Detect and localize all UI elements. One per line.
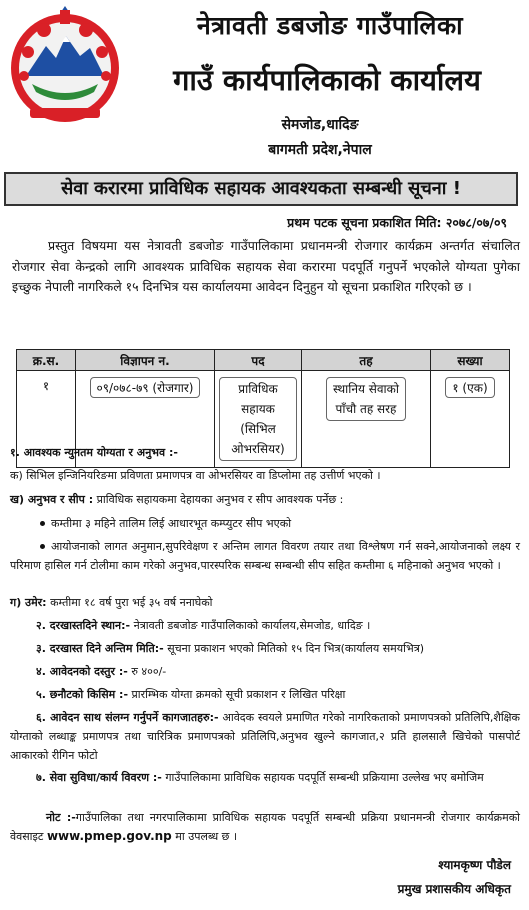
qualification-item [10, 468, 520, 483]
post-line1: प्राविधिक सहायक [238, 382, 278, 416]
item-text: गाउँपालिकामा प्राविधिक सहायक पदपूर्ति सम्बन्धी प्रक्रियामा उल्लेख भए बमोजिम [165, 771, 484, 784]
signatory-title: प्रमुख प्रशासकीय अधिकृत [397, 882, 511, 896]
note [10, 808, 520, 846]
list-item [10, 664, 520, 679]
header-sn: क्र.स. [17, 350, 76, 371]
bullet-item [10, 516, 520, 531]
adv-number: ०९/०७८-७९ (रोजगार) [90, 377, 201, 398]
table-header-row [17, 350, 510, 371]
header-count: सख्या [431, 350, 510, 371]
header-level: तह [302, 350, 431, 371]
item-label: ७. सेवा सुविधा/कार्य विवरण :- [36, 771, 162, 784]
bullet-text: आयोजनाको लागत अनुमान,सुपरिवेक्षण र अन्तिम लागत विवरण तयार तथा विश्लेषण गर्न सक्ने,आयोजनाको लक्ष्य र परिमाण हासिल गर्न टोलीमा काम गरेको अनुभव,पारस्परिक सम्बन्ध सम्बन्धी सीप सहित कम्तीमा ६ महिनाको अनुभव भएको । [10, 540, 520, 572]
post-count: १ (एक) [445, 377, 494, 398]
note-tail: मा उपलब्ध छ । [175, 830, 238, 843]
level-line1: स्थानिय सेवाको [333, 382, 399, 396]
bullet-item [10, 537, 520, 575]
item-label: २. दरखास्तदिने स्थान:- [36, 619, 131, 632]
post-line2: (सिभिल ओभरसियर) [231, 422, 285, 456]
list-item [10, 641, 520, 656]
item-label: ४. आवेदनको दस्तुर :- [36, 665, 128, 678]
item-text: कम्तीमा १८ वर्ष पुरा भई ३५ वर्ष ननाघेको [50, 596, 213, 609]
office-location: सेमजोड,धादिङ [281, 117, 359, 133]
item-text: प्रारम्भिक योग्ता क्रमको सूची प्रकाशन र लिखित परिक्षा [131, 688, 346, 701]
item-text: नेत्रावती डबजोङ गाउँपालिकाको कार्यालय,सेमजोड, धादिङ । [133, 619, 371, 632]
list-item [10, 708, 520, 765]
bullet-text: कम्तीमा ३ महिने तालिम लिई आधारभूत कम्प्युटर सीप भएको [51, 517, 292, 530]
item-label: ६. आवेदन साथ संलग्न गर्नुपर्ने कागजातहरु:- [36, 711, 219, 724]
cell-sn: १ [17, 371, 76, 468]
organization-name: नेत्रावती डबजोङ गाउँपालिका [196, 11, 464, 40]
item-text: सिभिल इन्जिनियरिङमा प्रविणता प्रमाणपत्र वा ओभरसियर वा डिप्लोमा तह उत्तीर्ण भएको । [26, 469, 381, 482]
office-province: बागमती प्रदेश,नेपाल [268, 142, 372, 158]
item-text: आवेदक स्वयले प्रमाणित गरेको नागरिकताको प्रमाणपत्रको प्रतिलिपि,शैक्षिक योग्ताको लब्धाङ्क प्रमाणपत्र तथा चारित्रिक प्रमाणपत्रको प्रतिलिपि,अनुभव खुल्ने कागजात,२ प्रति हालसालै खिचेको पासपोर्ट आकारको रीगिन फोटो [10, 711, 520, 762]
note-label: नोट :- [46, 811, 76, 824]
section-heading: १. आवश्यक न्युनतम योग्यता र अनुभव :- [10, 446, 178, 459]
header-adv-no: विज्ञापन न. [76, 350, 215, 371]
notice-title: सेवा करारमा प्राविधिक सहायक आवश्यकता सम्बन्धी सूचना ! [4, 172, 518, 206]
government-emblem-icon [4, 6, 126, 126]
item-label: क) [10, 469, 23, 482]
age-item [10, 595, 520, 610]
item-text: प्राविधिक सहायकमा देहायका अनुभव र सीप आवश्यक पर्नेछ : [96, 493, 344, 506]
experience-item [10, 492, 520, 507]
header-post: पद [215, 350, 302, 371]
bullet-icon [40, 521, 45, 526]
signatory-name: श्यामकृष्ण पौडेल [438, 858, 511, 872]
item-label: ५. छनौटको किसिम :- [36, 688, 129, 701]
intro-paragraph: प्रस्तुत विषयमा यस नेत्रावती डबजोङ गाउँपालिकामा प्रधानमन्त्री रोजगार कार्यक्रम अन्तर्गत संचालित रोजगार सेवा केन्द्रको लागि आवश्यक प्राविधिक सहायक सेवा करारमा पदपूर्ति गनुपर्ने भएकोले योग्यता पुगेका इच्छुक नेपाली नागरिकले १५ दिनभित्र यस कार्यालयमा आवेदन दिनुहुन यो सूचना प्रकाशित गरिएको छ । [12, 238, 520, 294]
item-label: ३. दरखास्त दिने अन्तिम मिति:- [36, 642, 164, 655]
item-text: रु ४००/- [131, 665, 167, 678]
level-name [326, 377, 406, 421]
list-item [10, 687, 520, 702]
note-text: गाउँपालिका तथा नगरपालिकामा प्राविधिक सहायक पदपूर्ति सम्बन्धी प्रक्रिया प्रधानमन्त्री रोजगार कार्यक्रमको वेवसाइट [10, 811, 520, 843]
list-item [10, 618, 520, 633]
website-link[interactable]: www.pmep.gov.np [46, 829, 172, 843]
level-line2: पाँचौ तह सरह [335, 402, 397, 416]
item-label: ग) उमेर: [10, 596, 47, 609]
office-name: गाउँ कार्यपालिकाको कार्यालय [173, 63, 481, 97]
list-item [10, 768, 520, 787]
item-text: सूचना प्रकाशन भएको मितिको १५ दिन भित्र(कार्यालय समयभित्र) [167, 642, 425, 655]
bullet-icon [40, 544, 45, 549]
item-label: ख) अनुभव र सीप : [10, 493, 94, 506]
publication-date: प्रथम पटक सूचना प्रकाशित मिति: २०७८/०७/०९ [287, 215, 507, 230]
